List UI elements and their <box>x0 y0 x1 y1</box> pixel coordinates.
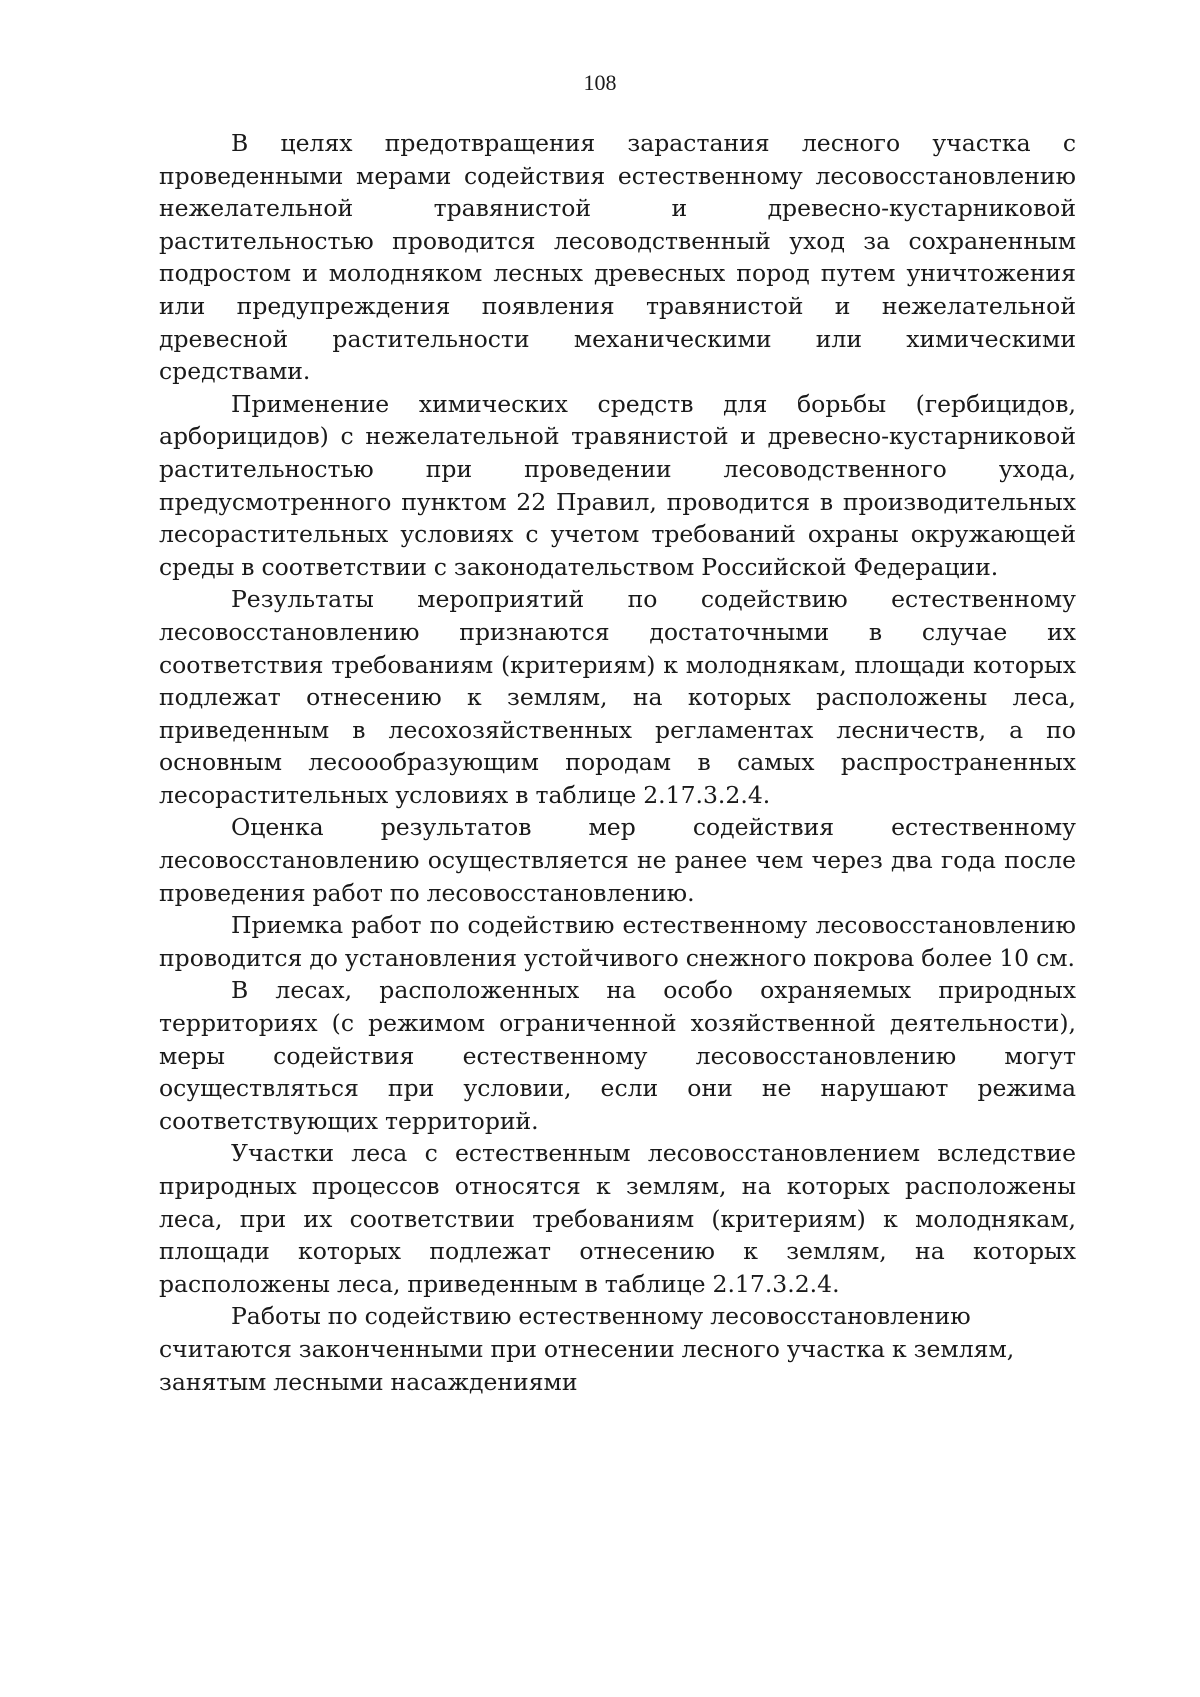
page-number: 108 <box>583 70 617 95</box>
paragraph-work-completion: Работы по содействию естественному лесовосстановлению считаются законченными при отнесении лесного участка к землям, занятым лесными насаждениями <box>159 1302 1015 1396</box>
paragraph-results-sufficiency: Результаты мероприятий по содействию естественному лесовосстановлению признаются достаточными в случае их соответствия требованиям (критериям) к молоднякам, площади которых подлежат отнесению к землям, на которых расположены леса, приведенным в лесохозяйственных регламентах лесничеств, а по основным лесоообразующим породам в самых распространенных лесорастительных условиях в таблице 2.17.3.2.4. <box>159 585 1076 809</box>
paragraph-work-acceptance: Приемка работ по содействию естественному лесовосстановлению проводится до установления устойчивого снежного покрова более 10 см. <box>159 911 1076 972</box>
paragraph-natural-regeneration: Участки леса с естественным лесовосстановлением вследствие природных процессов относятся к землям, на которых расположены леса, при их соответствии требованиям (критериям) к молоднякам, площади которых подлежат отнесению к землям, на которых расположены леса, приведенным в таблице 2.17.3.2.4. <box>159 1139 1076 1298</box>
paragraph-results-assessment: Оценка результатов мер содействия естественному лесовосстановлению осуществляется не ранее чем через два года после проведения работ по лесовосстановлению. <box>159 813 1076 907</box>
paragraph-protected-areas: В лесах, расположенных на особо охраняемых природных территориях (с режимом ограниченной хозяйственной деятельности), меры содействия естественному лесовосстановлению могут осуществляться при условии, если они не нарушают режима соответствующих территорий. <box>159 976 1076 1135</box>
document-body <box>159 127 1076 1398</box>
paragraph-chemical-agents: Применение химических средств для борьбы (гербицидов, арборицидов) с нежелательной травянистой и древесно-кустарниковой растительностью при проведении лесоводственного ухода, предусмотренного пунктом 22 Правил, проводится в производительных лесорастительных условиях с учетом требований охраны окружающей среды в соответствии с законодательством Российской Федерации. <box>159 389 1076 581</box>
paragraph-weed-control: В целях предотвращения зарастания лесного участка с проведенными мерами содействия естественному лесовосстановлению нежелательной травянистой и древесно-кустарниковой растительностью проводится лесоводственный уход за сохраненным подростом и молодняком лесных древесных пород путем уничтожения или предупреждения появления травянистой и нежелательной древесной растительности механическими или химическими средствами. <box>159 129 1076 386</box>
